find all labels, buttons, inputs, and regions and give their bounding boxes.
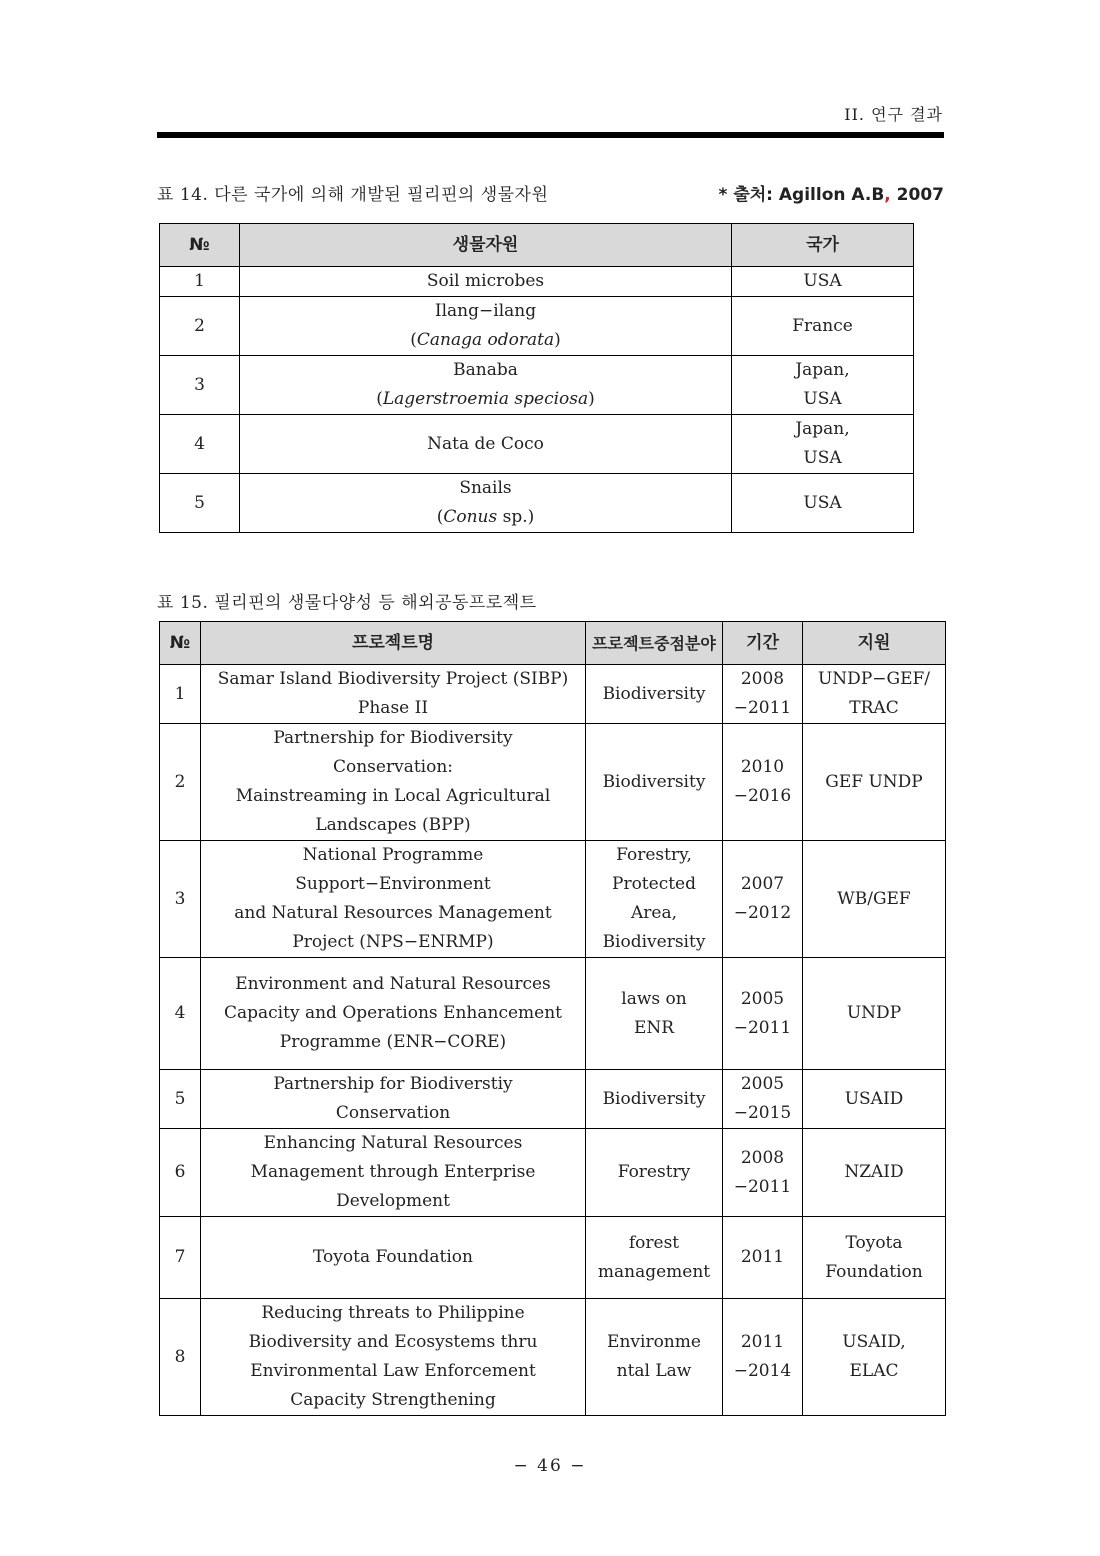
period-cell xyxy=(723,1299,803,1416)
period-cell xyxy=(723,665,803,724)
table15 xyxy=(159,621,946,1416)
resource-cell xyxy=(240,297,732,356)
project-name-line: Conservation xyxy=(335,1103,451,1123)
country-line: France xyxy=(792,315,853,336)
focus-area-line: ntal Law xyxy=(616,1361,692,1381)
country-cell xyxy=(732,474,914,533)
row-number: 1 xyxy=(160,665,201,724)
period-cell xyxy=(723,841,803,958)
focus-area-line: laws on xyxy=(621,988,687,1009)
focus-area-line: Protected xyxy=(612,874,696,894)
resource-name: Soil microbes xyxy=(426,271,545,291)
focus-area-line: Biodiversity xyxy=(602,683,706,704)
support-line: UNDP xyxy=(846,1003,902,1023)
focus-area-line: Environme xyxy=(607,1332,701,1352)
focus-area-line: ENR xyxy=(633,1017,675,1038)
header-no: № xyxy=(160,224,240,267)
project-name-line: Programme (ENR−CORE) xyxy=(279,1032,507,1052)
focus-area-cell xyxy=(586,1070,723,1129)
focus-area-cell xyxy=(586,1129,723,1217)
table15-header-row xyxy=(160,622,946,665)
project-name-line: Mainstreaming in Local Agricultural xyxy=(235,786,551,806)
table-row xyxy=(160,1129,946,1217)
project-name-cell xyxy=(201,841,586,958)
period-line: 2005 xyxy=(740,1074,785,1094)
project-name-line: Support−Environment xyxy=(295,874,491,894)
focus-area-line: Forestry xyxy=(617,1162,691,1182)
header-period: 기간 xyxy=(723,622,803,665)
project-name-cell xyxy=(201,1070,586,1129)
row-number: 7 xyxy=(160,1217,201,1299)
table-row xyxy=(160,724,946,841)
period-line: −2012 xyxy=(733,903,792,923)
period-line: 2011 xyxy=(740,1247,785,1267)
project-name-line: Capacity Strengthening xyxy=(290,1390,496,1410)
period-line: −2011 xyxy=(733,1176,792,1197)
row-number: 5 xyxy=(160,1070,201,1129)
scientific-name: Lagerstroemia speciosa xyxy=(382,389,589,409)
period-line: −2015 xyxy=(733,1103,792,1123)
country-line: USA xyxy=(803,271,842,291)
table-row xyxy=(160,297,914,356)
table-row xyxy=(160,1299,946,1416)
table15-caption-row xyxy=(157,587,944,613)
page-number: − 46 − xyxy=(513,1456,587,1476)
country-cell xyxy=(732,267,914,297)
table-row xyxy=(160,267,914,297)
project-name-line: Project (NPS−ENRMP) xyxy=(292,932,494,952)
project-name-line: Enhancing Natural Resources xyxy=(263,1133,523,1153)
project-name-cell xyxy=(201,958,586,1070)
country-cell xyxy=(732,297,914,356)
project-name-line: Partnership for Biodiverstiy xyxy=(273,1074,513,1094)
focus-area-line: management xyxy=(597,1261,711,1282)
support-line: GEF UNDP xyxy=(825,771,923,792)
support-cell xyxy=(803,1070,946,1129)
period-line: 2005 xyxy=(740,988,785,1009)
resource-cell xyxy=(240,474,732,533)
project-name-line: Capacity and Operations Enhancement xyxy=(224,1003,562,1023)
table-row xyxy=(160,1070,946,1129)
table14-caption-row xyxy=(157,179,944,205)
source-comma: , xyxy=(884,184,891,205)
project-name-line: Samar Island Biodiversity Project (SIBP) xyxy=(217,669,569,689)
project-name-line: Biodiversity and Ecosystems thru xyxy=(248,1332,538,1352)
table-row xyxy=(160,958,946,1070)
header-support: 지원 xyxy=(803,622,946,665)
table-row xyxy=(160,474,914,533)
table15-caption: 표 15. 필리핀의 생물다양성 등 해외공동프로젝트 xyxy=(157,592,537,613)
focus-area-line: Biodiversity xyxy=(602,932,706,952)
table-row xyxy=(160,665,946,724)
support-cell xyxy=(803,665,946,724)
project-name-line: Toyota Foundation xyxy=(313,1247,473,1267)
resource-cell xyxy=(240,415,732,474)
period-line: −2011 xyxy=(733,698,792,718)
row-number: 2 xyxy=(160,724,201,841)
focus-area-cell xyxy=(586,841,723,958)
project-name-line: National Programme xyxy=(302,845,484,865)
row-number: 6 xyxy=(160,1129,201,1217)
support-line: USAID xyxy=(844,1088,904,1109)
support-line: TRAC xyxy=(849,698,899,718)
country-line: USA xyxy=(803,492,842,513)
support-cell xyxy=(803,958,946,1070)
period-line: 2007 xyxy=(740,874,785,894)
period-line: 2008 xyxy=(740,1147,785,1168)
header-focus-line2: 중점분야 xyxy=(654,633,716,653)
header-focus xyxy=(586,622,723,665)
project-name-cell xyxy=(201,724,586,841)
row-number: 4 xyxy=(160,415,240,474)
row-number: 4 xyxy=(160,958,201,1070)
table-row xyxy=(160,1217,946,1299)
period-line: 2011 xyxy=(740,1332,785,1352)
scientific-name-line: (Canaga odorata) xyxy=(410,330,561,350)
focus-area-line: Area, xyxy=(630,903,677,923)
table14-source xyxy=(719,180,944,205)
project-name-line: Environmental Law Enforcement xyxy=(250,1361,536,1381)
header-focus-line1: 프로젝트 xyxy=(592,633,654,653)
scientific-name-line: (Conus sp.) xyxy=(436,507,535,527)
resource-cell xyxy=(240,356,732,415)
period-line: 2010 xyxy=(740,757,785,777)
support-line: NZAID xyxy=(844,1162,904,1182)
source-prefix: * 출처: Agillon A.B xyxy=(718,184,885,205)
period-line: −2016 xyxy=(733,786,792,806)
period-line: −2014 xyxy=(733,1361,792,1381)
period-cell xyxy=(723,1129,803,1217)
support-cell xyxy=(803,724,946,841)
row-number: 3 xyxy=(160,841,201,958)
project-name-line: Conservation: xyxy=(332,757,454,777)
table-row xyxy=(160,415,914,474)
project-name-line: Environment and Natural Resources xyxy=(235,974,551,994)
table14 xyxy=(159,223,914,533)
country-cell xyxy=(732,356,914,415)
scientific-suffix: sp. xyxy=(497,507,528,527)
focus-area-line: Biodiversity xyxy=(602,771,706,792)
header-no: № xyxy=(160,622,201,665)
country-cell xyxy=(732,415,914,474)
row-number: 3 xyxy=(160,356,240,415)
focus-area-cell xyxy=(586,1299,723,1416)
support-line: Toyota xyxy=(845,1232,903,1253)
resource-cell xyxy=(240,267,732,297)
support-line: Foundation xyxy=(825,1261,923,1282)
table14-header-row xyxy=(160,224,914,267)
scientific-name-line: (Lagerstroemia speciosa) xyxy=(376,389,595,409)
project-name-line: Partnership for Biodiversity xyxy=(273,728,513,748)
project-name-line: Phase II xyxy=(357,698,429,718)
source-year: 2007 xyxy=(890,184,944,205)
period-line: 2008 xyxy=(740,669,785,689)
focus-area-line: Forestry, xyxy=(616,845,692,865)
table-row xyxy=(160,356,914,415)
resource-name: Banaba xyxy=(453,360,518,380)
focus-area-cell xyxy=(586,958,723,1070)
support-cell xyxy=(803,1299,946,1416)
project-name-line: Development xyxy=(336,1191,450,1211)
period-cell xyxy=(723,958,803,1070)
country-line: USA xyxy=(803,448,842,468)
project-name-cell xyxy=(201,1299,586,1416)
row-number: 1 xyxy=(160,267,240,297)
country-line: Japan, xyxy=(795,419,850,439)
project-name-cell xyxy=(201,665,586,724)
resource-name: Nata de Coco xyxy=(427,433,544,454)
running-head: II. 연구 결과 xyxy=(844,105,943,124)
project-name-cell xyxy=(201,1217,586,1299)
table14-caption: 표 14. 다른 국가에 의해 개발된 필리핀의 생물자원 xyxy=(157,184,549,205)
project-name-line: and Natural Resources Management xyxy=(234,903,552,923)
support-cell xyxy=(803,1129,946,1217)
focus-area-cell xyxy=(586,665,723,724)
resource-name: Ilang−ilang xyxy=(434,301,537,321)
country-line: USA xyxy=(803,389,842,409)
row-number: 2 xyxy=(160,297,240,356)
support-cell xyxy=(803,841,946,958)
resource-name: Snails xyxy=(459,478,512,498)
header-rule xyxy=(157,132,944,138)
support-line: WB/GEF xyxy=(837,888,911,909)
project-name-line: Management through Enterprise xyxy=(250,1162,536,1182)
scientific-name: Conus xyxy=(443,507,498,527)
header-country: 국가 xyxy=(732,224,914,267)
project-name-line: Reducing threats to Philippine xyxy=(261,1303,525,1323)
scientific-name: Canaga odorata xyxy=(416,330,555,350)
support-cell xyxy=(803,1217,946,1299)
period-line: −2011 xyxy=(733,1017,792,1038)
row-number: 8 xyxy=(160,1299,201,1416)
support-line: USAID, xyxy=(842,1332,906,1352)
support-line: ELAC xyxy=(849,1361,899,1381)
focus-area-line: forest xyxy=(628,1232,680,1253)
header-resource: 생물자원 xyxy=(240,224,732,267)
focus-area-line: Biodiversity xyxy=(602,1088,706,1109)
row-number: 5 xyxy=(160,474,240,533)
focus-area-cell xyxy=(586,1217,723,1299)
project-name-line: Landscapes (BPP) xyxy=(315,815,471,835)
table-row xyxy=(160,841,946,958)
period-cell xyxy=(723,724,803,841)
focus-area-cell xyxy=(586,724,723,841)
header-project: 프로젝트명 xyxy=(201,622,586,665)
project-name-cell xyxy=(201,1129,586,1217)
period-cell xyxy=(723,1217,803,1299)
country-line: Japan, xyxy=(795,360,850,380)
period-cell xyxy=(723,1070,803,1129)
support-line: UNDP−GEF/ xyxy=(817,669,931,689)
